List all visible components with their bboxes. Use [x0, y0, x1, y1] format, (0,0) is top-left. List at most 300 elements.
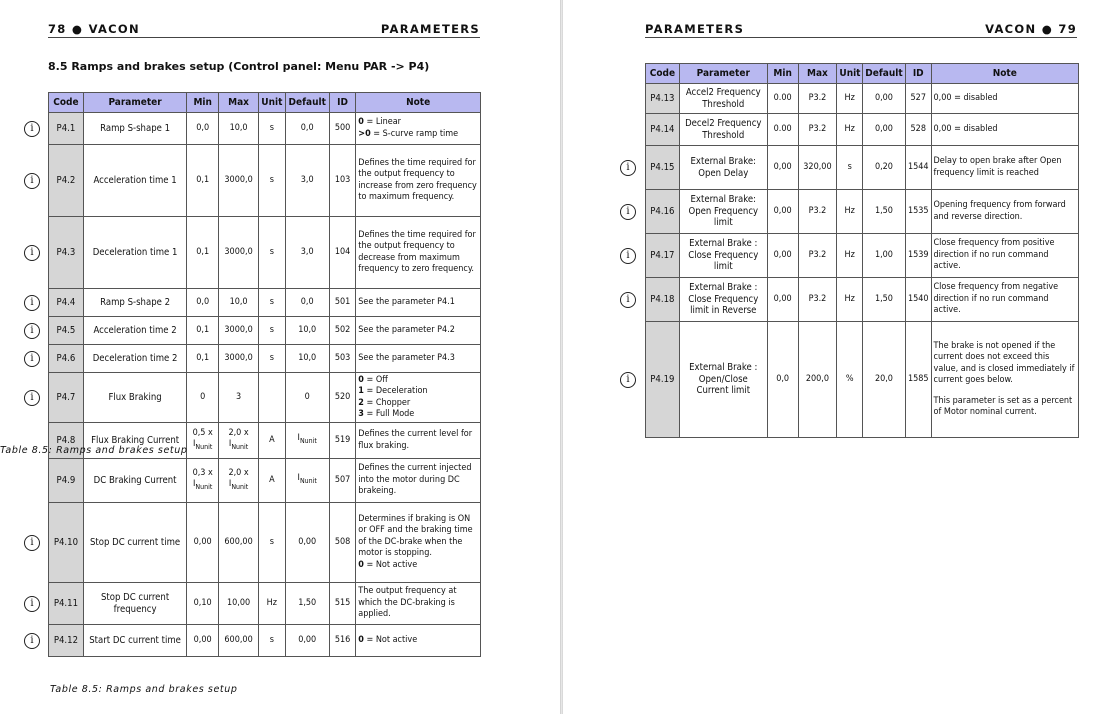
- param-min-text: 0,3 x I: [192, 467, 213, 490]
- param-default: [862, 146, 905, 190]
- note-text: Determines if braking is ON or OFF and the braking time of the DC-brake when the motor is stopping.: [358, 513, 473, 559]
- param-default-text: 0,00: [874, 123, 893, 134]
- note-line: [358, 297, 478, 309]
- param-min: [187, 625, 219, 657]
- column-header-unit: Unit: [837, 64, 863, 84]
- param-code: P4.16: [646, 190, 680, 234]
- param-note: [356, 217, 481, 289]
- note-text: Defines the current injected into the motor during DC brakeing.: [358, 463, 472, 497]
- param-default-text: 0,00: [874, 92, 893, 103]
- param-default-text: 0,20: [874, 161, 893, 172]
- right-page-header: [645, 20, 1077, 38]
- param-default-text: 0,0: [300, 296, 314, 307]
- param-note: [356, 583, 481, 625]
- note-line: [358, 429, 478, 452]
- parameter-table-right: [645, 63, 1079, 438]
- param-max-text: 10,0: [229, 122, 248, 133]
- param-max-text: 2,0 x I: [228, 467, 249, 490]
- param-code: P4.7: [49, 373, 84, 423]
- info-icon[interactable]: i: [620, 248, 636, 264]
- param-default: [862, 114, 905, 146]
- param-default: [285, 345, 329, 373]
- param-max-text: P3.2: [808, 205, 827, 216]
- info-icon[interactable]: i: [24, 173, 40, 189]
- param-max: [219, 145, 259, 217]
- param-max-text: P3.2: [808, 249, 827, 260]
- note-line: [934, 238, 1076, 273]
- param-code: P4.5: [49, 317, 84, 345]
- table-row: [49, 345, 481, 373]
- param-max-text: P3.2: [808, 123, 827, 134]
- param-max-subscript: Nunit: [231, 482, 249, 491]
- param-max-text: 3000,0: [224, 246, 253, 257]
- param-max: [219, 317, 259, 345]
- param-name: DC Braking Current: [83, 459, 187, 503]
- param-max: [798, 146, 837, 190]
- param-default: [285, 625, 329, 657]
- param-default-subscript: Nunit: [299, 477, 317, 486]
- table-row: [646, 190, 1079, 234]
- param-default: [285, 317, 329, 345]
- param-unit: s: [259, 345, 285, 373]
- param-id: 104: [329, 217, 355, 289]
- note-text: Delay to open brake after Open frequency limit is reached: [933, 156, 1062, 178]
- param-id: 528: [905, 114, 931, 146]
- note-text: Defines the time required for the output frequency to decrease from maximum frequency to zero frequency.: [358, 229, 476, 274]
- param-max-text: 2,0 x I: [228, 427, 249, 450]
- param-min: [187, 217, 219, 289]
- note-text: = S-curve ramp time: [370, 128, 459, 139]
- note-line: [358, 353, 478, 365]
- note-text: See the parameter P4.1: [358, 296, 455, 307]
- param-min-subscript: Nunit: [195, 442, 213, 451]
- param-note: [356, 423, 481, 459]
- param-max-text: 3000,0: [224, 174, 253, 185]
- param-unit: Hz: [837, 84, 863, 114]
- param-min-subscript: Nunit: [195, 482, 213, 491]
- param-min-text: 0,0: [196, 122, 210, 133]
- right-page: [563, 0, 1117, 714]
- param-unit: s: [259, 113, 285, 145]
- table-row: [646, 114, 1079, 146]
- note-value: 0: [358, 374, 364, 385]
- note-text: See the parameter P4.3: [358, 352, 455, 363]
- param-max: [798, 190, 837, 234]
- param-min: [187, 583, 219, 625]
- param-default: [285, 113, 329, 145]
- note-line: [358, 230, 478, 276]
- note-line: [358, 158, 478, 204]
- param-max-text: P3.2: [808, 92, 827, 103]
- param-max-text: 10,0: [229, 296, 248, 307]
- param-name: Accel2 Frequency Threshold: [679, 84, 767, 114]
- note-text: 0,00 = disabled: [933, 92, 998, 103]
- param-max: [219, 373, 259, 423]
- param-default-text: 1,50: [298, 597, 317, 608]
- info-icon[interactable]: i: [24, 390, 40, 406]
- param-min-text: 0,00: [193, 536, 212, 547]
- param-unit: s: [259, 625, 285, 657]
- note-line: [934, 396, 1076, 419]
- param-default: [285, 503, 329, 583]
- info-icon[interactable]: i: [24, 121, 40, 137]
- param-code: P4.12: [49, 625, 84, 657]
- param-code: P4.6: [49, 345, 84, 373]
- table-caption-right: Table 8.5: Ramps and brakes setup: [0, 445, 188, 456]
- param-name: Acceleration time 1: [83, 145, 187, 217]
- info-icon[interactable]: i: [24, 633, 40, 649]
- note-text: 0,00 = disabled: [933, 123, 998, 134]
- note-value: 1: [358, 386, 364, 396]
- param-min-text: 0,1: [196, 324, 210, 335]
- column-header-max: Max: [219, 93, 259, 113]
- param-name: Deceleration time 2: [83, 345, 187, 373]
- param-unit: s: [259, 217, 285, 289]
- info-icon[interactable]: i: [620, 372, 636, 388]
- section-title: 8.5 Ramps and brakes setup (Control panel: Menu PAR -> P4): [48, 60, 430, 73]
- table-row: [646, 278, 1079, 322]
- note-text: = Off: [363, 374, 388, 385]
- param-unit: s: [259, 503, 285, 583]
- param-code: P4.4: [49, 289, 84, 317]
- note-line: [934, 124, 1076, 136]
- param-max: [219, 345, 259, 373]
- note-line: [358, 409, 478, 421]
- param-default: [285, 583, 329, 625]
- param-note: [356, 503, 481, 583]
- param-name: External Brake : Open/Close Current limit: [679, 322, 767, 438]
- param-unit: s: [837, 146, 863, 190]
- param-min-text: 0.00: [773, 123, 792, 134]
- note-text: = Not active: [363, 634, 418, 645]
- param-min: [767, 114, 798, 146]
- param-note: [931, 84, 1078, 114]
- param-note: [931, 114, 1078, 146]
- param-code: P4.3: [49, 217, 84, 289]
- param-name: External Brake : Close Frequency limit: [679, 234, 767, 278]
- note-text: Close frequency from positive direction if no run command active.: [933, 238, 1055, 272]
- param-min: [767, 278, 798, 322]
- parameter-table-left: [48, 92, 481, 657]
- table-row: [646, 84, 1079, 114]
- param-max: [219, 217, 259, 289]
- param-default-text: I: [297, 473, 300, 484]
- param-default-text: 1,50: [874, 205, 893, 216]
- param-id: 501: [329, 289, 355, 317]
- note-text: The output frequency at which the DC-braking is applied.: [358, 586, 457, 620]
- param-name: Flux Braking Current: [83, 423, 187, 459]
- note-line: [358, 325, 478, 337]
- table-row: [49, 289, 481, 317]
- table-row: [49, 373, 481, 423]
- param-min: [187, 145, 219, 217]
- left-header-pagenum: 78 ● VACON: [48, 22, 140, 36]
- param-min-text: 0,1: [196, 174, 210, 185]
- param-note: [931, 278, 1078, 322]
- param-default-text: 3,0: [300, 174, 314, 185]
- param-note: [356, 113, 481, 145]
- note-line: [358, 514, 478, 560]
- param-id: 1535: [905, 190, 931, 234]
- column-header-min: Min: [187, 93, 219, 113]
- table-row: [49, 317, 481, 345]
- param-name: Deceleration time 1: [83, 217, 187, 289]
- param-min: [187, 317, 219, 345]
- param-note: [356, 145, 481, 217]
- param-max: [798, 322, 837, 438]
- param-min-text: 0,00: [773, 205, 792, 216]
- table-row: [49, 217, 481, 289]
- note-line: [358, 398, 478, 410]
- param-max-text: 200,0: [805, 373, 830, 384]
- column-header-note: Note: [356, 93, 481, 113]
- param-name: Decel2 Frequency Threshold: [679, 114, 767, 146]
- param-max: [798, 234, 837, 278]
- param-default: [862, 190, 905, 234]
- info-icon[interactable]: i: [24, 351, 40, 367]
- column-header-unit: Unit: [259, 93, 285, 113]
- param-max: [219, 289, 259, 317]
- param-default-text: I: [297, 433, 300, 444]
- param-min: [187, 289, 219, 317]
- param-default: [862, 84, 905, 114]
- table-row: [646, 234, 1079, 278]
- param-default: [862, 278, 905, 322]
- param-max-text: 3000,0: [224, 352, 253, 363]
- note-value: 2: [358, 397, 364, 408]
- param-max: [219, 583, 259, 625]
- param-max: [219, 625, 259, 657]
- param-max: [219, 503, 259, 583]
- param-max-text: 3000,0: [224, 324, 253, 335]
- column-header-code: Code: [49, 93, 84, 113]
- param-id: 515: [329, 583, 355, 625]
- column-header-default: Default: [862, 64, 905, 84]
- param-min: [187, 373, 219, 423]
- column-header-min: Min: [767, 64, 798, 84]
- param-id: 519: [329, 423, 355, 459]
- param-max: [219, 459, 259, 503]
- note-line: [934, 200, 1076, 223]
- param-unit: %: [837, 322, 863, 438]
- param-name: External Brake: Open Frequency limit: [679, 190, 767, 234]
- note-line: [358, 635, 478, 647]
- param-min-text: 0,00: [773, 161, 792, 172]
- param-id: 527: [905, 84, 931, 114]
- param-min-text: 0,5 x I: [192, 427, 213, 450]
- table-row: [49, 625, 481, 657]
- note-text: = Not active: [363, 559, 418, 570]
- param-default: [285, 145, 329, 217]
- param-code: P4.10: [49, 503, 84, 583]
- note-line: [934, 341, 1076, 387]
- note-value: >0: [358, 128, 371, 139]
- param-min: [767, 322, 798, 438]
- param-id: 1540: [905, 278, 931, 322]
- table-row: [49, 583, 481, 625]
- param-name: Ramp S-shape 2: [83, 289, 187, 317]
- left-page-header: [48, 20, 480, 38]
- param-min: [767, 146, 798, 190]
- param-code: P4.17: [646, 234, 680, 278]
- param-default: [862, 322, 905, 438]
- info-icon[interactable]: i: [620, 292, 636, 308]
- column-header-parameter: Parameter: [83, 93, 187, 113]
- note-text: Close frequency from negative direction if no run command active.: [933, 282, 1059, 316]
- param-code: P4.18: [646, 278, 680, 322]
- note-text: See the parameter P4.2: [358, 324, 455, 335]
- param-default-text: 1,00: [874, 249, 893, 260]
- param-default-text: 20,0: [874, 373, 893, 384]
- column-header-parameter: Parameter: [679, 64, 767, 84]
- note-text: The brake is not opened if the current does not exceed this value, and is closed immediately if current goes below.: [933, 340, 1075, 385]
- info-icon[interactable]: i: [24, 596, 40, 612]
- note-line: [358, 117, 478, 129]
- param-max: [798, 114, 837, 146]
- param-code: P4.11: [49, 583, 84, 625]
- info-icon[interactable]: i: [620, 204, 636, 220]
- param-note: [356, 345, 481, 373]
- info-icon[interactable]: i: [24, 323, 40, 339]
- param-id: 507: [329, 459, 355, 503]
- param-unit: A: [259, 459, 285, 503]
- param-default: [285, 373, 329, 423]
- param-code: P4.14: [646, 114, 680, 146]
- param-name: Start DC current time: [83, 625, 187, 657]
- param-note: [931, 190, 1078, 234]
- param-default-text: 10,0: [298, 352, 317, 363]
- note-line: [358, 586, 478, 621]
- param-min-text: 0,1: [196, 352, 210, 363]
- param-min: [187, 459, 219, 503]
- table-header-row: [646, 64, 1079, 84]
- right-header-pagenum: VACON ● 79: [985, 22, 1077, 36]
- param-unit: [259, 373, 285, 423]
- table-row: [49, 145, 481, 217]
- param-id: 500: [329, 113, 355, 145]
- table-row: [49, 459, 481, 503]
- param-min: [187, 503, 219, 583]
- param-note: [356, 625, 481, 657]
- note-value: 0: [358, 634, 364, 645]
- param-max: [798, 84, 837, 114]
- param-default: [862, 234, 905, 278]
- param-code: P4.19: [646, 322, 680, 438]
- param-default-text: 1,50: [874, 293, 893, 304]
- param-code: P4.2: [49, 145, 84, 217]
- param-min: [187, 423, 219, 459]
- param-min: [187, 113, 219, 145]
- note-text: Defines the current level for flux braking.: [358, 429, 473, 451]
- note-text: = Linear: [363, 117, 402, 127]
- param-max-text: P3.2: [808, 293, 827, 304]
- column-header-default: Default: [285, 93, 329, 113]
- note-line: [358, 129, 478, 141]
- note-line: [934, 93, 1076, 105]
- column-header-max: Max: [798, 64, 837, 84]
- note-line: [358, 386, 478, 398]
- note-line: [358, 375, 478, 387]
- param-min-text: 0,1: [196, 246, 210, 257]
- param-default-text: 10,0: [298, 324, 317, 335]
- param-id: 503: [329, 345, 355, 373]
- param-default-text: 0,00: [298, 634, 317, 645]
- param-id: 1544: [905, 146, 931, 190]
- param-code: P4.9: [49, 459, 84, 503]
- table-row: [49, 503, 481, 583]
- note-value: 3: [358, 409, 364, 419]
- param-min: [767, 190, 798, 234]
- table-caption-left: Table 8.5: Ramps and brakes setup: [50, 684, 238, 695]
- param-unit: Hz: [259, 583, 285, 625]
- param-min-text: 0.00: [773, 92, 792, 103]
- left-header-section: PARAMETERS: [380, 22, 480, 36]
- param-note: [931, 146, 1078, 190]
- note-text: This parameter is set as a percent of Motor nominal current.: [933, 395, 1073, 417]
- note-line: [358, 560, 478, 572]
- param-id: 516: [329, 625, 355, 657]
- param-min-text: 0: [200, 391, 206, 402]
- param-name: Acceleration time 2: [83, 317, 187, 345]
- param-unit: Hz: [837, 278, 863, 322]
- note-line: [934, 282, 1076, 317]
- param-max-text: 3: [236, 391, 242, 402]
- param-min-text: 0,00: [193, 634, 212, 645]
- param-max: [219, 113, 259, 145]
- param-unit: Hz: [837, 114, 863, 146]
- note-text: = Chopper: [363, 397, 411, 408]
- param-name: Stop DC current time: [83, 503, 187, 583]
- param-default-text: 0,00: [298, 536, 317, 547]
- note-value: 0: [358, 559, 364, 570]
- info-icon[interactable]: i: [24, 295, 40, 311]
- param-unit: A: [259, 423, 285, 459]
- param-default: [285, 423, 329, 459]
- table-row: [646, 322, 1079, 438]
- param-id: 1585: [905, 322, 931, 438]
- param-id: 1539: [905, 234, 931, 278]
- param-default: [285, 217, 329, 289]
- info-icon[interactable]: i: [24, 245, 40, 261]
- param-note: [356, 317, 481, 345]
- param-id: 520: [329, 373, 355, 423]
- info-icon[interactable]: i: [620, 160, 636, 176]
- param-code: P4.15: [646, 146, 680, 190]
- param-unit: s: [259, 289, 285, 317]
- note-line: [358, 463, 478, 498]
- param-name: Flux Braking: [83, 373, 187, 423]
- note-text: = Full Mode: [363, 409, 415, 419]
- param-default: [285, 289, 329, 317]
- param-max: [219, 423, 259, 459]
- param-min: [767, 84, 798, 114]
- right-header-section: PARAMETERS: [645, 22, 745, 36]
- note-line: [934, 156, 1076, 179]
- info-icon[interactable]: i: [24, 535, 40, 551]
- param-min-text: 0,00: [773, 293, 792, 304]
- param-max-text: 600,00: [224, 634, 253, 645]
- param-max-text: 10,00: [226, 597, 251, 608]
- param-note: [931, 322, 1078, 438]
- param-max-text: 600,00: [224, 536, 253, 547]
- note-value: 0: [358, 117, 364, 127]
- param-min: [187, 345, 219, 373]
- param-code: P4.13: [646, 84, 680, 114]
- column-header-id: ID: [905, 64, 931, 84]
- param-unit: Hz: [837, 190, 863, 234]
- param-note: [356, 373, 481, 423]
- param-id: 502: [329, 317, 355, 345]
